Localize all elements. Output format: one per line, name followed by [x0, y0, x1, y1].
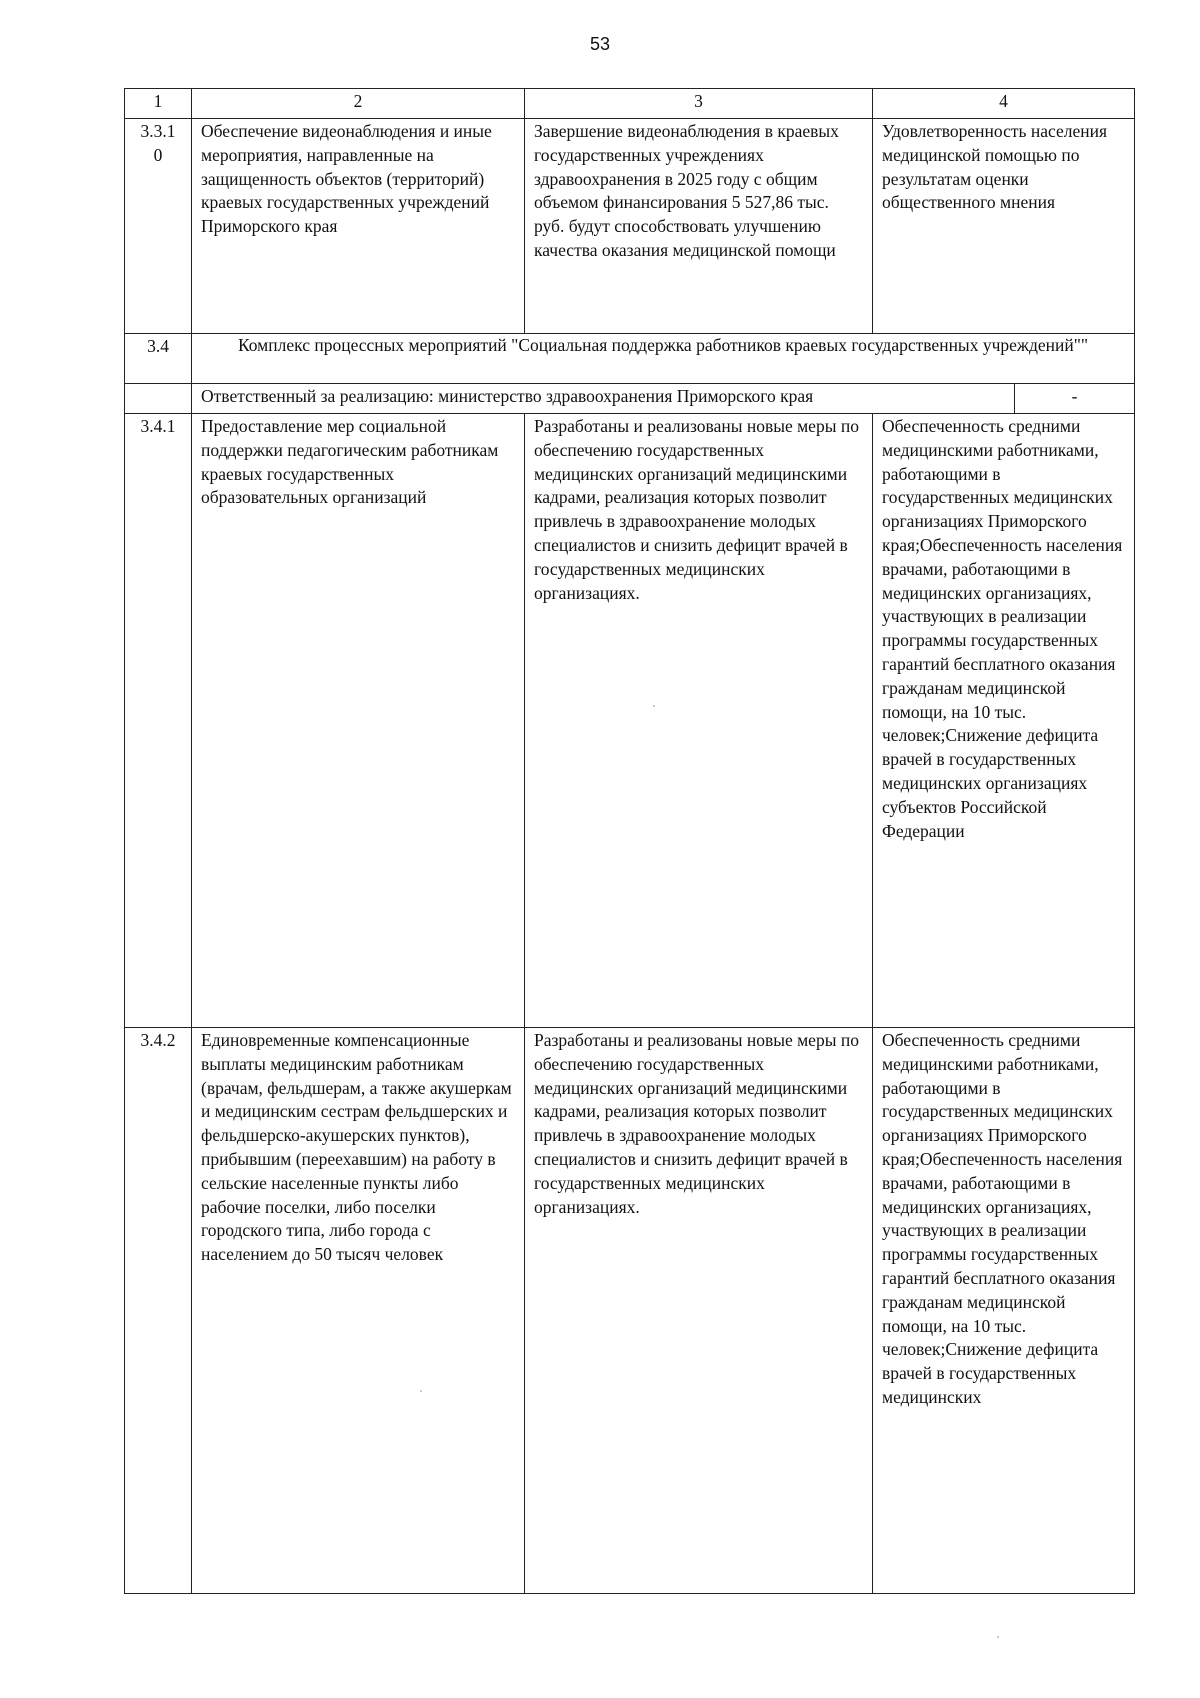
measure-title: Обеспечение видеонаблюдения и иные мероприятия, направленные на защищенность объектов (территорий) краевых государственных учреждений Приморского края [192, 119, 525, 334]
scan-speck [420, 1390, 422, 1392]
responsible-row [125, 384, 1135, 414]
section-row [125, 334, 1135, 384]
measure-result: Разработаны и реализованы новые меры по обеспечению государственных медицинских организаций медицинскими кадрами, реализация которых позволит привлечь в здравоохранение молодых специалистов и снизить дефицит врачей в государственных медицинских организациях. [525, 414, 873, 1028]
header-col-2: 2 [192, 89, 525, 119]
measure-indicator: Обеспеченность средними медицинскими работниками, работающими в государственных медицинских организациях Приморского края;Обеспеченность населения врачами, работающими в медицинских организациях, участвующих в реализации программы государственных гарантий бесплатного оказания гражданам медицинской помощи, на 10 тыс. человек;Снижение дефицита врачей в государственных медицинских организациях субъектов Российской Федерации [873, 414, 1135, 1028]
header-row [125, 89, 1135, 119]
measure-indicator: Обеспеченность средними медицинскими работниками, работающими в государственных медицинских организациях Приморского края;Обеспеченность населения врачами, работающими в медицинских организациях, участвующих в реализации программы государственных гарантий бесплатного оказания гражданам медицинской помощи, на 10 тыс. человек;Снижение дефицита врачей в государственных медицинских [873, 1028, 1135, 1594]
responsible-text: Ответственный за реализацию: министерство здравоохранения Приморского края [192, 384, 1015, 414]
table-row [125, 119, 1135, 334]
measure-title: Единовременные компенсационные выплаты медицинским работникам (врачам, фельдшерам, а также акушеркам и медицинским сестрам фельдшерских и фельдшерско-акушерских пунктов), прибывшим (переехавшим) на работу в сельские населенные пункты либо рабочие поселки, либо поселки городского типа, либо города с населением до 50 тысяч человек [192, 1028, 525, 1594]
table-row [125, 414, 1135, 1028]
row-number: 3.3.1 0 [125, 119, 192, 334]
table-row [125, 1028, 1135, 1594]
measure-result: Завершение видеонаблюдения в краевых государственных учреждениях здравоохранения в 2025 году с общим объемом финансирования 5 527,86 тыс. руб. будут способствовать улучшению качества оказания медицинской помощи [525, 119, 873, 334]
section-title: Комплекс процессных мероприятий "Социальная поддержка работников краевых государственных учреждений"" [192, 334, 1135, 384]
header-col-4: 4 [873, 89, 1135, 119]
measures-table [124, 88, 1135, 1594]
responsible-value: - [1015, 384, 1135, 414]
header-col-1: 1 [125, 89, 192, 119]
responsible-empty-cell [125, 384, 192, 414]
measure-indicator: Удовлетворенность населения медицинской помощью по результатам оценки общественного мнения [873, 119, 1135, 334]
row-number: 3.4.1 [125, 414, 192, 1028]
scan-speck [653, 705, 655, 707]
measure-result: Разработаны и реализованы новые меры по обеспечению государственных медицинских организаций медицинскими кадрами, реализация которых позволит привлечь в здравоохранение молодых специалистов и снизить дефицит врачей в государственных медицинских организациях. [525, 1028, 873, 1594]
header-col-3: 3 [525, 89, 873, 119]
page-number: 53 [589, 34, 611, 54]
row-number: 3.4.2 [125, 1028, 192, 1594]
section-number: 3.4 [125, 334, 192, 384]
scan-speck [997, 1636, 999, 1638]
measure-title: Предоставление мер социальной поддержки педагогическим работникам краевых государственных образовательных организаций [192, 414, 525, 1028]
